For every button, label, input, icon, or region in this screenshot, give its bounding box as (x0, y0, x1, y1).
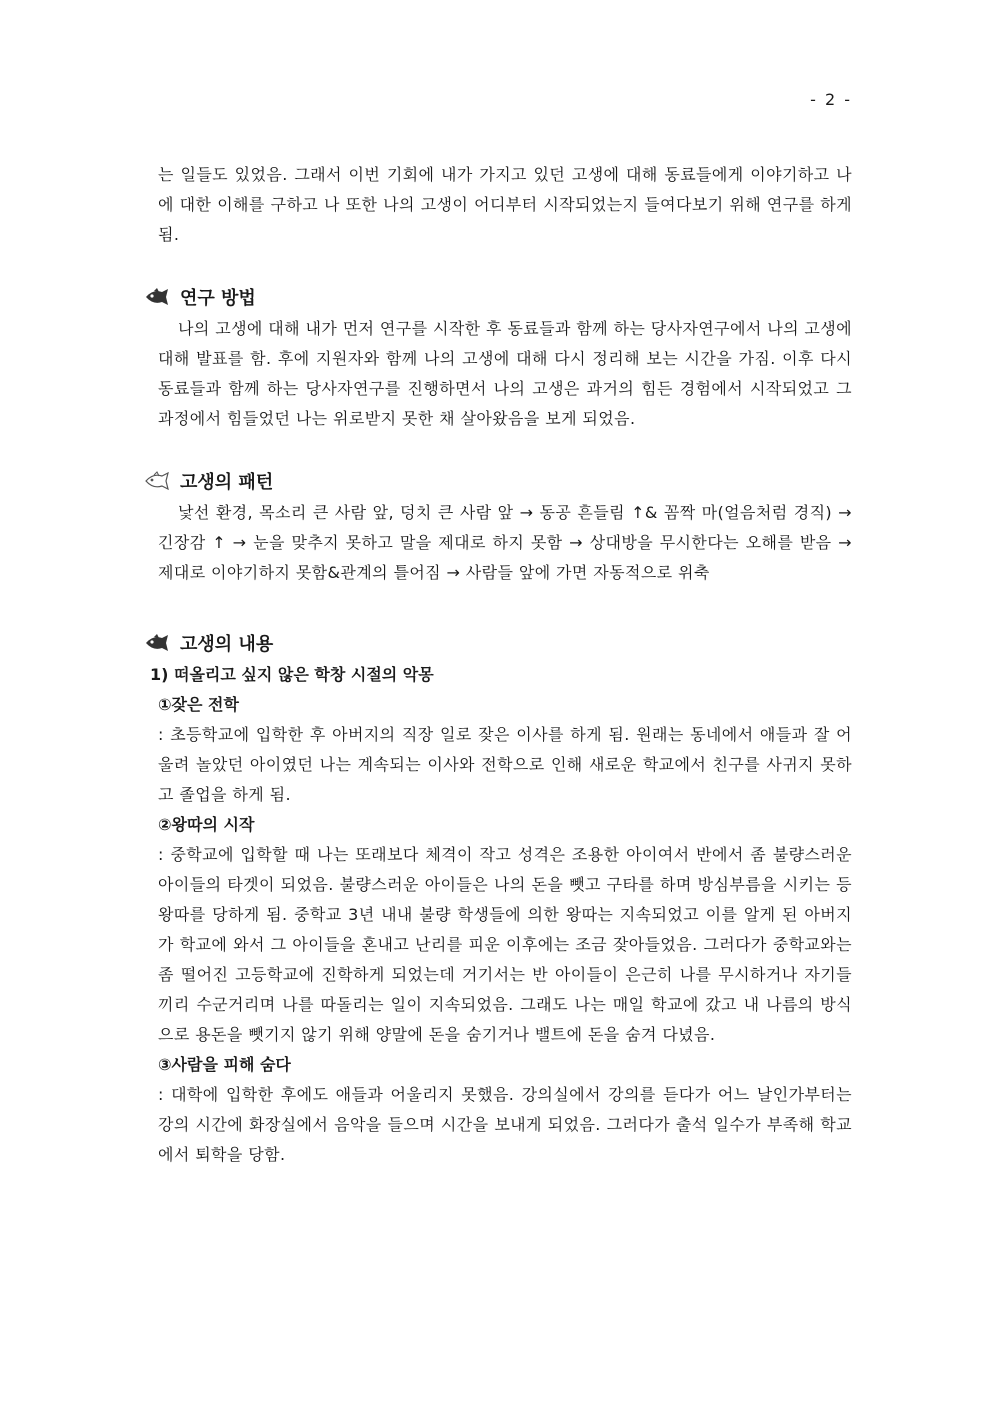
section-heading-content (144, 626, 852, 660)
content-subtitle: 1) 떠올리고 싶지 않은 학창 시절의 악몽 (150, 665, 434, 684)
document-body (150, 160, 852, 1170)
item-title: ①잦은 전학 (158, 695, 239, 714)
item-paragraph: : 초등학교에 입학한 후 아버지의 직장 일로 잦은 이사를 하게 됨. 원래는 동네에서 애들과 잘 어울려 놀았던 아이였던 나는 계속되는 이사와 전학으로 인해 새로운 학교에서 친구를 사귀지 못하고 졸업을 하게 됨. (158, 725, 852, 804)
item-title: ③사람을 피해 숨다 (158, 1055, 291, 1074)
item-title: ②왕따의 시작 (158, 815, 255, 834)
item-paragraph: : 중학교에 입학할 때 나는 또래보다 체격이 작고 성격은 조용한 아이여서 반에서 좀 불량스러운 아이들의 타겟이 되었음. 불량스러운 아이들은 나의 돈을 뺏고 구타를 하며 방심부름을 시키는 등 왕따를 당하게 됨. 중학교 3년 내내 불량 학생들에 의한 왕따는 지속되었고 이를 알게 된 아버지가 학교에 와서 그 아이들을 혼내고 난리를 피운 이후에는 조금 잦아들었음. 그러다가 중학교와는 좀 떨어진 고등학교에 진학하게 되었는데 거기서는 반 아이들이 은근히 나를 무시하거나 자기들끼리 수군거리며 나를 따돌리는 일이 지속되었음. 그래도 나는 매일 학교에 갔고 내 나름의 방식으로 용돈을 뺏기지 않기 위해 양말에 돈을 숨기거나 밸트에 돈을 숨겨 다녔음. (158, 845, 852, 1044)
fish-icon (144, 633, 170, 653)
section-title-content: 고생의 내용 (180, 634, 274, 655)
fish-icon (144, 287, 170, 307)
pattern-paragraph: 낯선 환경, 목소리 큰 사람 앞, 덩치 큰 사람 앞 → 동공 흔들림 ↑& 꼼짝 마(얼음처럼 경직) → 긴장감 ↑ → 눈을 맞추지 못하고 말을 제대로 하지 못함 → 상대방을 무시한다는 오해를 받음 → 제대로 이야기하지 못함&관계의 틀어짐 → 사람들 앞에 가면 자동적으로 위축 (158, 503, 852, 582)
section-title-pattern: 고생의 패턴 (180, 472, 274, 493)
section-heading-pattern (144, 464, 852, 498)
method-paragraph: 나의 고생에 대해 내가 먼저 연구를 시작한 후 동료들과 함께 하는 당사자연구에서 나의 고생에 대해 발표를 함. 후에 지원자와 함께 나의 고생에 대해 다시 정리해 보는 시간을 가짐. 이후 다시 동료들과 함께 하는 당사자연구를 진행하면서 나의 고생은 과거의 힘든 경험에서 시작되었고 그 과정에서 힘들었던 나는 위로받지 못한 채 살아왔음을 보게 되었음. (158, 319, 852, 428)
item-paragraph: : 대학에 입학한 후에도 애들과 어울리지 못했음. 강의실에서 강의를 듣다가 어느 날인가부터는 강의 시간에 화장실에서 음악을 들으며 시간을 보내게 되었음. 그러다가 출석 일수가 부족해 학교에서 퇴학을 당함. (158, 1085, 852, 1164)
intro-paragraph: 는 일들도 있었음. 그래서 이번 기회에 내가 가지고 있던 고생에 대해 동료들에게 이야기하고 나에 대한 이해를 구하고 나 또한 나의 고생이 어디부터 시작되었는지 들여다보기 위해 연구를 하게 됨. (158, 165, 852, 244)
section-heading-method (144, 280, 852, 314)
page-number: - 2 - (810, 90, 852, 109)
fish-outline-icon (144, 471, 170, 491)
section-title-method: 연구 방법 (180, 288, 256, 309)
